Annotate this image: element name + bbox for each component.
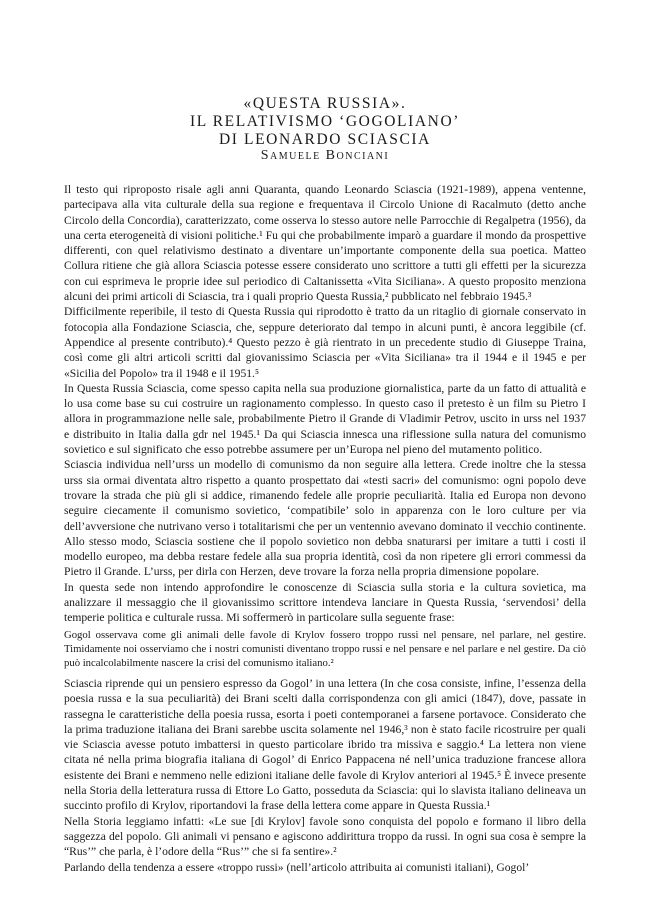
block-quote xyxy=(64,628,586,671)
paragraph-8: Parlando della tendenza a essere «troppo russi» (nell’articolo attribuita ai comunisti italiani), Gogol’ xyxy=(64,860,530,874)
body-text-lower xyxy=(64,676,586,875)
body-text-upper xyxy=(64,182,586,626)
article-title-line-2: IL RELATIVISMO ‘GOGOLIANO’ xyxy=(189,113,461,130)
paragraph-7: Nella Storia leggiamo infatti: «Le sue [di Krylov] favole sono conquista del popolo e formano il libro della saggezza del popolo. Gli animali vi pensano e agiscono addirittura troppo da russi. In ogni sua cosa è sempre la “Rus’” che parla, è l’odore della “Rus’” che si fa sentire».² xyxy=(64,814,586,859)
article-title-line-3: DI LEONARDO SCIASCIA xyxy=(219,131,431,148)
paragraph-4: Sciascia individua nell’urss un modello di comunismo da non seguire alla lettera. Crede inoltre che la stessa urss sia ormai diventata altro rispetto a quanto prospettato dai «testi sacri» del comunismo: ogni popolo deve trovare la strada che più gli si addice, rimanendo fedele alle proprie peculiarità. Italia ed Europa non devono seguire ciecamente il comunismo sovietico, ‘compatibile’ solo in apparenza con le loro culture per via dell’avversione che nutrivano verso i totalitarismi che per un ventennio avevano dominato il vecchio continente. Allo stesso modo, Sciascia sostiene che il popolo sovietico non debba snaturarsi per imitare a tutti i costi il modello europeo, ma debba restare fedele alla sua propria identità, così da non ripetere gli errori commessi da Pietro il Grande. L’urss, per dirla con Herzen, deve trovare la forza nella propria dimensione popolare. xyxy=(64,458,586,579)
paragraph-3: In Questa Russia Sciascia, come spesso capita nella sua produzione giornalistica, parte da un fatto di attualità e lo usa come base su cui costruire un ragionamento complesso. In questo caso il pretesto è un film su Pietro I allora in programmazione nelle sale, probabilmente Pietro il Grande di Vladimir Petrov, uscito in urss nel 1937 e distribuito in Italia dalla gdr nel 1945.¹ Da qui Sciascia innesca una riflessione sulla natura del comunismo sovietico e sul significato che esso potrebbe assumere per un’Europa nel pieno del mutamento politico. xyxy=(64,381,586,457)
article-author: Samuele Bonciani xyxy=(260,148,390,163)
paragraph-5: In questa sede non intendo approfondire le conoscenze di Sciascia sulla storia e la cultura sovietica, ma analizzare il messaggio che il giovanissimo scrittore intendeva lanciare in Questa Russia, ‘servendosi’ della temperie politica e culturale russa. Mi soffermerò in particolare sulla seguente frase: xyxy=(64,580,586,625)
paragraph-1: Il testo qui riproposto risale agli anni Quaranta, quando Leonardo Sciascia (1921-1989), appena ventenne, partecipava alla vita culturale della sua regione e frequentava il Circolo Unione di Racalmuto (detto anche Circolo della Concordia), caratterizzato, come osserva lo stesso autore nelle Parrocchie di Regalpetra (1956), da una certa eterogeneità di visioni politiche.¹ Fu qui che probabilmente imparò a guardare il mondo da prospettive differenti, con quel relativismo destinato a diventare un’importante componente della sua poetica. Matteo Collura ritiene che già allora Sciascia potesse essere considerato uno scrittore a tutti gli effetti per la sicurezza con cui esprimeva le proprie idee sul periodico di Caltanissetta «Vita Siciliana». A questo proposito menziona alcuni dei primi articoli di Sciascia, tra i quali proprio Questa Russia,² pubblicato nel febbraio 1945.³ xyxy=(64,183,586,304)
article-title-line-1: «QUESTA RUSSIA». xyxy=(243,95,407,112)
paragraph-2: Difficilmente reperibile, il testo di Questa Russia qui riprodotto è tratto da un ritaglio di giornale conservato in fotocopia alla Fondazione Sciascia, che, seppure deteriorato dal tempo in alcuni punti, è ancora leggibile (cf. Appendice al presente contributo).⁴ Questo pezzo è già rientrato in un precedente studio di Giuseppe Traina, così come gli altri articoli scritti dal giovanissimo Sciascia per «Vita Siciliana» tra il 1944 e il 1945 e per «Sicilia del Popolo» tra il 1948 e il 1951.⁵ xyxy=(64,305,586,380)
block-quote-text: Gogol osservava come gli animali delle favole di Krylov fossero troppo russi nel pensare, nel parlare, nel gestire. Timidamente noi osserviamo che i nostri comunisti diventano troppo russi e nel pensare e nel parlare e nel gestire. Da ciò può incalcolabilmente nascere la crisi del comunismo italiano.² xyxy=(64,629,586,670)
paragraph-6: Sciascia riprende qui un pensiero espresso da Gogol’ in una lettera (In che cosa consiste, infine, l’essenza della poesia russa e la sua peculiarità) dei Brani scelti dalla corrispondenza con gli amici (1847), dove, passate in rassegna le caratteristiche della poesia russa, esorta i poeti contemporanei a farsene portavoce. Considerato che la prima traduzione italiana dei Brani sarebbe uscita solamente nel 1946,³ non è stato facile ricostruire per quali vie Sciascia avesse potuto imbattersi in questo particolare ibrido tra missiva e saggio.⁴ La lettera non viene citata né nella prima biografia italiana di Gogol’ di Enrico Pappacena né nell’unica traduzione francese allora esistente dei Brani e nemmeno nelle edizioni italiane delle favole di Krylov anteriori al 1945.⁵ È invece presente nella Storia della letteratura russa di Ettore Lo Gatto, posseduta da Sciascia: qui lo slavista italiano delineava un succinto profilo di Krylov, riportandovi la frase della lettera come appare in Questa Russia.¹ xyxy=(64,677,586,813)
